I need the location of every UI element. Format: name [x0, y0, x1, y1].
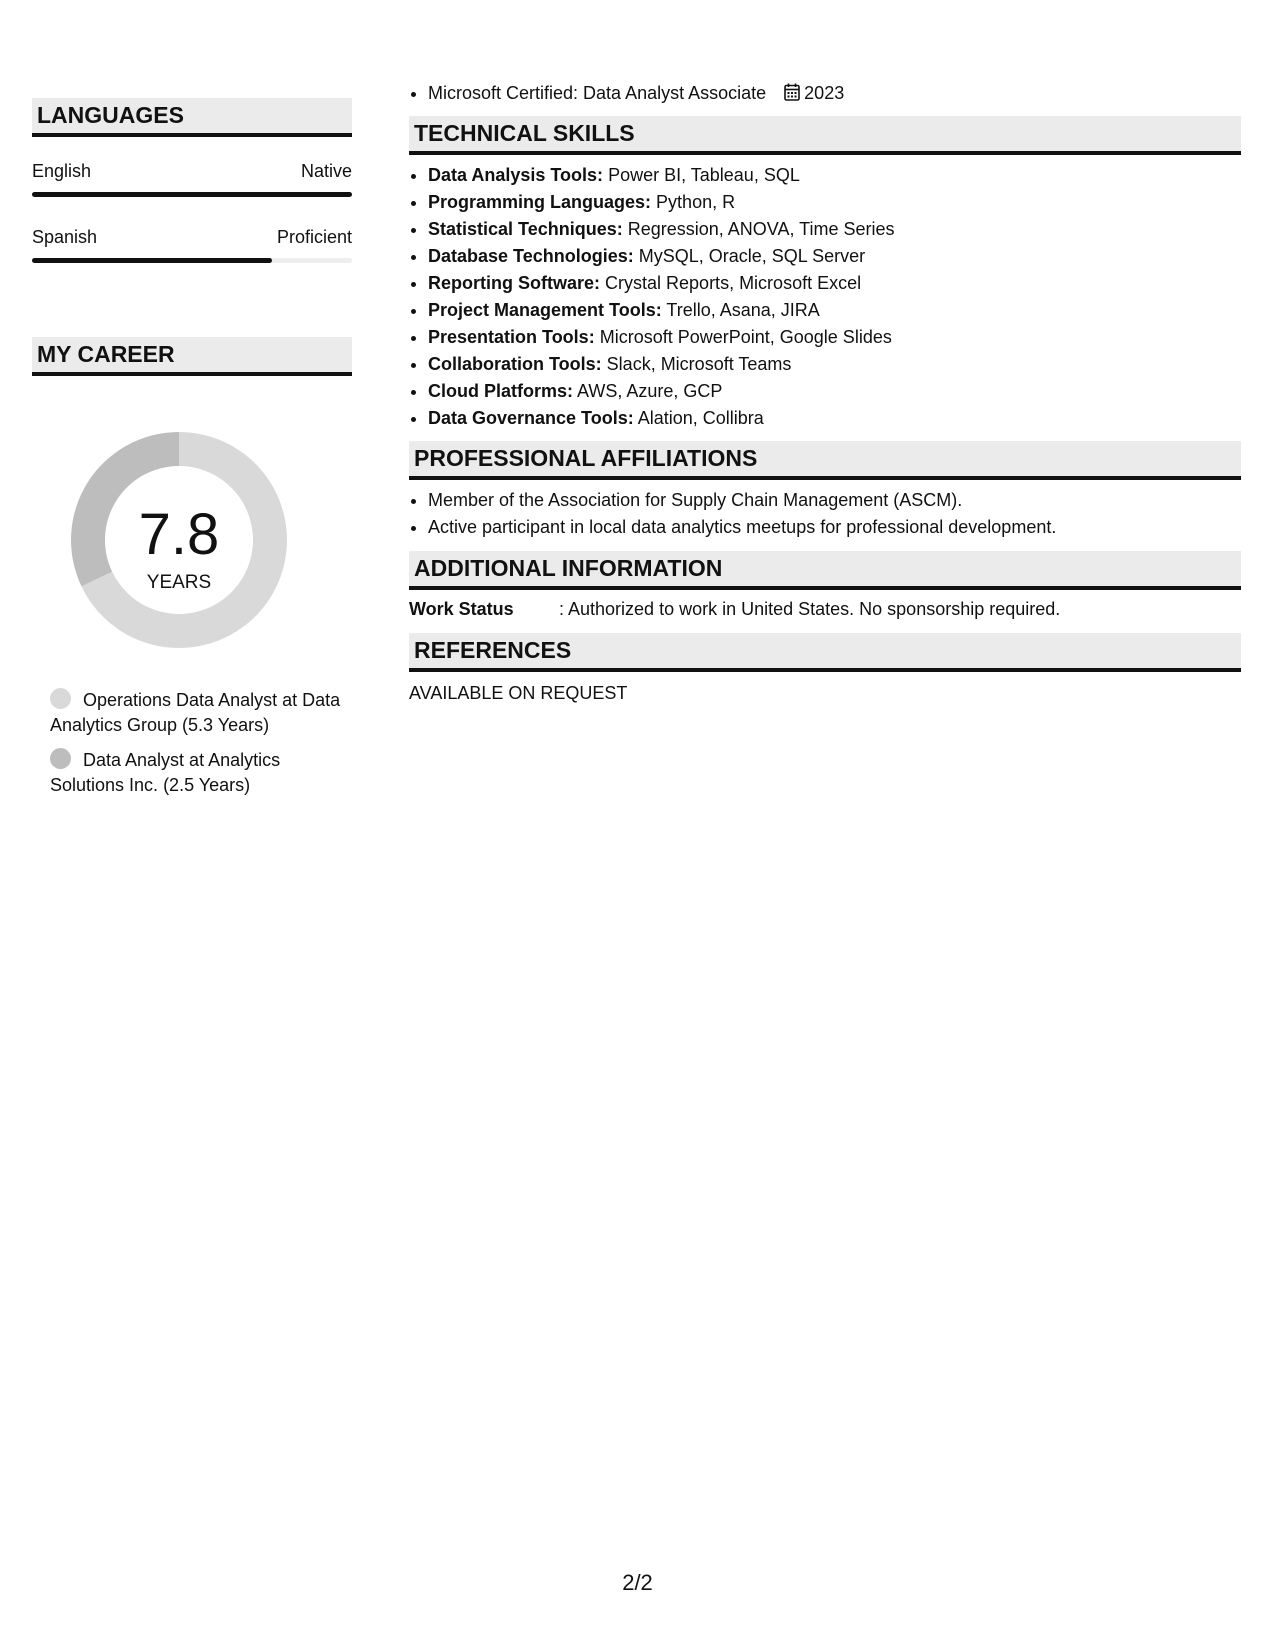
skill-label: Reporting Software:: [428, 273, 601, 293]
language-item-spanish: [32, 227, 352, 263]
career-total-value: 7.8: [138, 502, 220, 567]
skill-value: Trello, Asana, JIRA: [666, 300, 820, 320]
career-total: [67, 428, 291, 652]
skill-item: [428, 216, 1241, 243]
skill-label: Statistical Techniques:: [428, 219, 623, 239]
language-level: Native: [300, 161, 352, 181]
skill-label: Collaboration Tools:: [428, 354, 602, 374]
language-proficiency-bar: [32, 192, 352, 197]
references-text: AVAILABLE ON REQUEST: [409, 683, 628, 703]
affiliations-title: PROFESSIONAL AFFILIATIONS: [409, 441, 1241, 480]
skill-item: [428, 378, 1241, 405]
additional-info-title: ADDITIONAL INFORMATION: [409, 551, 1241, 590]
skill-item: [428, 297, 1241, 324]
legend-dot: [50, 748, 71, 769]
skill-value: MySQL, Oracle, SQL Server: [638, 246, 866, 266]
skill-item: [428, 405, 1241, 432]
language-item-english: [32, 161, 352, 197]
skill-label: Programming Languages:: [428, 192, 652, 212]
work-status-value: : Authorized to work in United States. No sponsorship required.: [559, 599, 1061, 619]
language-proficiency-fill: [32, 192, 352, 197]
skill-item: [428, 351, 1241, 378]
page-number: 2/2: [622, 1570, 653, 1595]
language-name: Spanish: [32, 227, 98, 247]
language-proficiency-fill: [32, 258, 272, 263]
legend-label: Operations Data Analyst at Data Analytics Group (5.3 Years): [50, 690, 341, 735]
references-title: REFERENCES: [409, 633, 1241, 672]
skill-label: Data Governance Tools:: [428, 408, 634, 428]
career-legend: [50, 688, 350, 808]
skill-value: Slack, Microsoft Teams: [606, 354, 792, 374]
technical-skills-title: TECHNICAL SKILLS: [409, 116, 1241, 155]
career-total-unit: YEARS: [146, 572, 212, 593]
left-column: [32, 98, 352, 795]
skill-item: [428, 324, 1241, 351]
affiliation-item: • Active participant in local data analytics meetups for professional development.: [428, 514, 1241, 541]
career-title: MY CAREER: [32, 337, 352, 376]
skill-value: Regression, ANOVA, Time Series: [627, 219, 895, 239]
skill-label: Data Analysis Tools:: [428, 165, 604, 185]
skill-value: Crystal Reports, Microsoft Excel: [605, 273, 862, 293]
skill-value: Microsoft PowerPoint, Google Slides: [599, 327, 892, 347]
certification-item: [428, 80, 1241, 109]
skill-label: Project Management Tools:: [428, 300, 662, 320]
calendar-icon: [784, 82, 800, 109]
skill-value: AWS, Azure, GCP: [577, 381, 723, 401]
legend-label: Data Analyst at Analytics Solutions Inc. (2.5 Years): [50, 750, 281, 795]
certifications-list: [409, 80, 1241, 109]
certification-name: Microsoft Certified: Data Analyst Associate: [428, 83, 767, 103]
skill-item: [428, 270, 1241, 297]
skill-item: [428, 243, 1241, 270]
legend-item: [50, 688, 350, 738]
certification-year: 2023: [804, 83, 845, 103]
legend-dot: [50, 688, 71, 709]
skill-label: Presentation Tools:: [428, 327, 595, 347]
skill-item: [428, 162, 1241, 189]
affiliation-item: • Member of the Association for Supply Chain Management (ASCM).: [428, 487, 1241, 514]
skill-label: Cloud Platforms:: [428, 381, 574, 401]
technical-skills-list: [409, 162, 1241, 432]
skill-value: Alation, Collibra: [637, 408, 764, 428]
skill-label: Database Technologies:: [428, 246, 634, 266]
legend-item: [50, 748, 350, 798]
languages-title: LANGUAGES: [32, 98, 352, 137]
affiliations-list: [409, 487, 1241, 541]
right-column: [409, 80, 1241, 704]
language-level: Proficient: [276, 227, 352, 247]
work-status-label: Work Status: [409, 599, 514, 619]
skill-value: Python, R: [656, 192, 736, 212]
skill-item: [428, 189, 1241, 216]
language-proficiency-bar: [32, 258, 352, 263]
language-name: English: [32, 161, 92, 181]
skill-value: Power BI, Tableau, SQL: [608, 165, 800, 185]
work-status-row: [409, 597, 1241, 621]
